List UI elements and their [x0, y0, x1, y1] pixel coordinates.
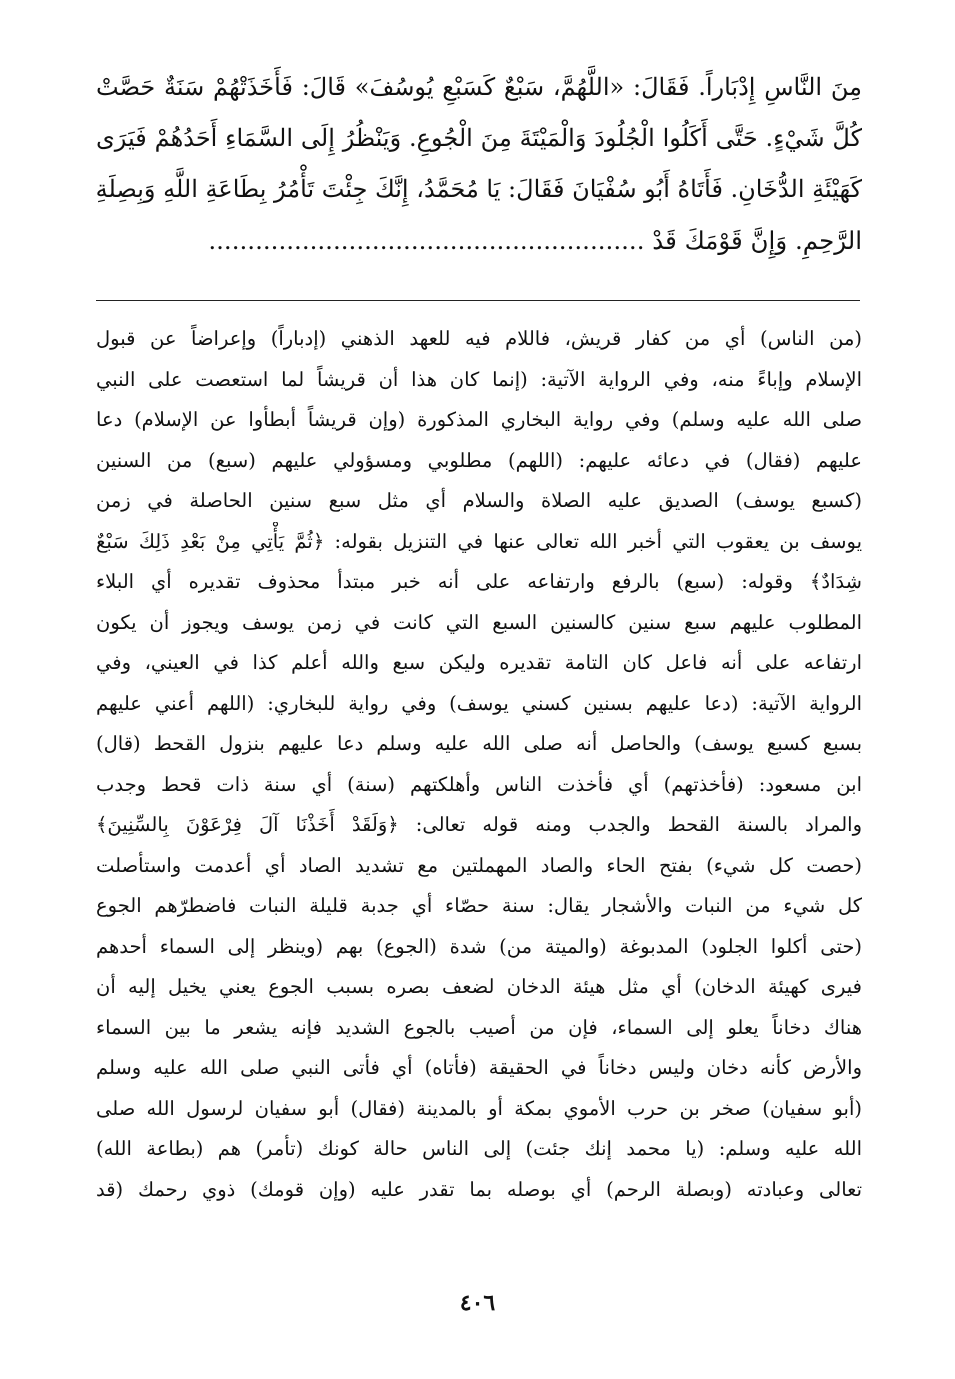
hadith-line: كَهَيْئَةِ الدُّخَانِ. فَأَتَاهُ أَبُو سُفْيَانَ فَقَالَ: يَا مُحَمَّدُ، إِنَّكَ جِئْتَ تَأْمُرُ بِطَاعَةِ اللَّهِ وَبِصِلَةِ: [96, 175, 862, 203]
commentary-line: عليهم (فقال) في دعائه عليهم: (اللهم) مطلوبي ومسؤولي عليهم (سبع) من السنين: [96, 448, 862, 472]
commentary-line: (أبو سفيان) صخر بن حرب الأموي بمكة أو بالمدينة (فقال) أبو سفيان لرسول الله صلى: [96, 1096, 862, 1120]
commentary-line: المطلوب عليهم سبع سنين كالسنين السبع التي كانت في زمن يوسف ويجوز أن يكون: [96, 610, 862, 634]
commentary-block: [96, 319, 862, 1210]
commentary-line: (حصت كل شيء) بفتح الحاء والصاد المهملتين مع تشديد الصاد أي أعدمت واستأصلت: [96, 853, 862, 877]
commentary-line: كل شيء من النبات والأشجار يقال: سنة حصّاء أي جدبة قليلة النبات فاضطرّهم الجوع: [96, 894, 862, 917]
hadith-text-block: [96, 62, 862, 266]
commentary-line: فيرى كهيئة الدخان) أي مثل هيئة الدخان لضعف بصره بسبب الجوع يعني يخيل إليه أن: [96, 975, 862, 998]
commentary-line: (من الناس) أي من كفار قريش، فاللام فيه للعهد الذهني (إدباراً) وإعراضاً عن قبول: [96, 327, 862, 350]
hadith-line: مِنَ النَّاسِ إِدْبَاراً. فَقَالَ: «اللَّهُمَّ، سَبْعٌ كَسَبْعِ يُوسُفَ» قَالَ: فَأَخَذَتْهُمْ سَنَةٌ حَصَّتْ: [96, 73, 862, 101]
commentary-line: (كسبع يوسف) الصديق عليه الصلاة والسلام أي مثل سبع سنين الحاصلة في زمن: [96, 489, 862, 512]
commentary-line: الإسلام وإباءً منه، وفي الرواية الآتية: (إنما كان هذا أن قريشاً لما استعصت على النبي: [96, 367, 862, 391]
commentary-line: (حتى أكلوا الجلود) المدبوغة (والميتة من) شدة (الجوع) بهم (وينظر إلى السماء أحدهم: [96, 934, 862, 958]
commentary-line: والأرض كأنه دخان وليس دخاناً في الحقيقة (فأتاه) أي فأتى النبي صلى الله عليه وسلم: [96, 1056, 862, 1079]
commentary-line: ابن مسعود: (فأخذتهم) أي فأخذت الناس وأهلكتهم (سنة) أي سنة ذات قحط وجدب: [96, 772, 862, 796]
commentary-line: والمراد بالسنة القحط والجدب ومنه قوله تعالى: ﴿وَلَقَدْ أَخَذْنَا آلَ فِرْعَوْنَ بِالسِّنِينَ﴾: [96, 813, 862, 836]
commentary-line: شِدَادٌ﴾ وقوله: (سبع) بالرفع وارتفاعه على أنه خبر مبتدأ محذوف تقديره أي البلاء: [96, 570, 862, 593]
commentary-line: تعالى وعبادته (وبصلة الرحم) أي بوصله بما تقدر عليه (وإن قومك) ذوي رحمك (قد: [96, 1177, 862, 1201]
separator-rule: [96, 300, 860, 301]
commentary-line: هناك دخاناً يعلو إلى السماء، فإن من أصيب بالجوع الشديد فإنه يشعر ما بين السماء: [96, 1015, 862, 1039]
commentary-line: صلى الله عليه وسلم) وفي رواية البخاري المذكورة (وإن قريشاً أبطأوا عن الإسلام) دعا: [96, 408, 862, 431]
commentary-line: الرواية الآتية: (دعا عليهم بسنين كسني يوسف) وفي رواية للبخاري: (اللهم أعني عليهم: [96, 691, 862, 715]
commentary-line: الله عليه وسلم: (يا محمد إنك جئت) إلى الناس حالة كونك (تأمر) هم (بطاعة الله): [96, 1137, 862, 1160]
hadith-line: الرَّحِمِ. وَإِنَّ قَوْمَكَ قَدْ ........................................................: [208, 226, 862, 255]
page-number: ٤٠٦: [459, 1290, 496, 1316]
commentary-line: ارتفاعه على أنه فاعل كان التامة تقديره وليكن سبع والله أعلم كذا في العيني، وفي: [96, 651, 862, 674]
hadith-line: كُلَّ شَيْءٍ. حَتَّى أَكَلُوا الْجُلُودَ وَالْمَيْتَةَ مِنَ الْجُوعِ. وَيَنْظُرُ إِلَى السَّمَاءِ أَحَدُهُمْ فَيَرَى: [96, 124, 862, 152]
commentary-line: بسبع كسبع يوسف) والحاصل أنه صلى الله عليه وسلم دعا عليهم بنزول القحط (قال): [96, 732, 862, 755]
commentary-line: يوسف بن يعقوب التي أخبر الله تعالى عنها في التنزيل بقوله: ﴿ثُمَّ يَأْتِي مِنْ بَعْدِ ذَلِكَ سَبْعٌ: [96, 529, 862, 553]
